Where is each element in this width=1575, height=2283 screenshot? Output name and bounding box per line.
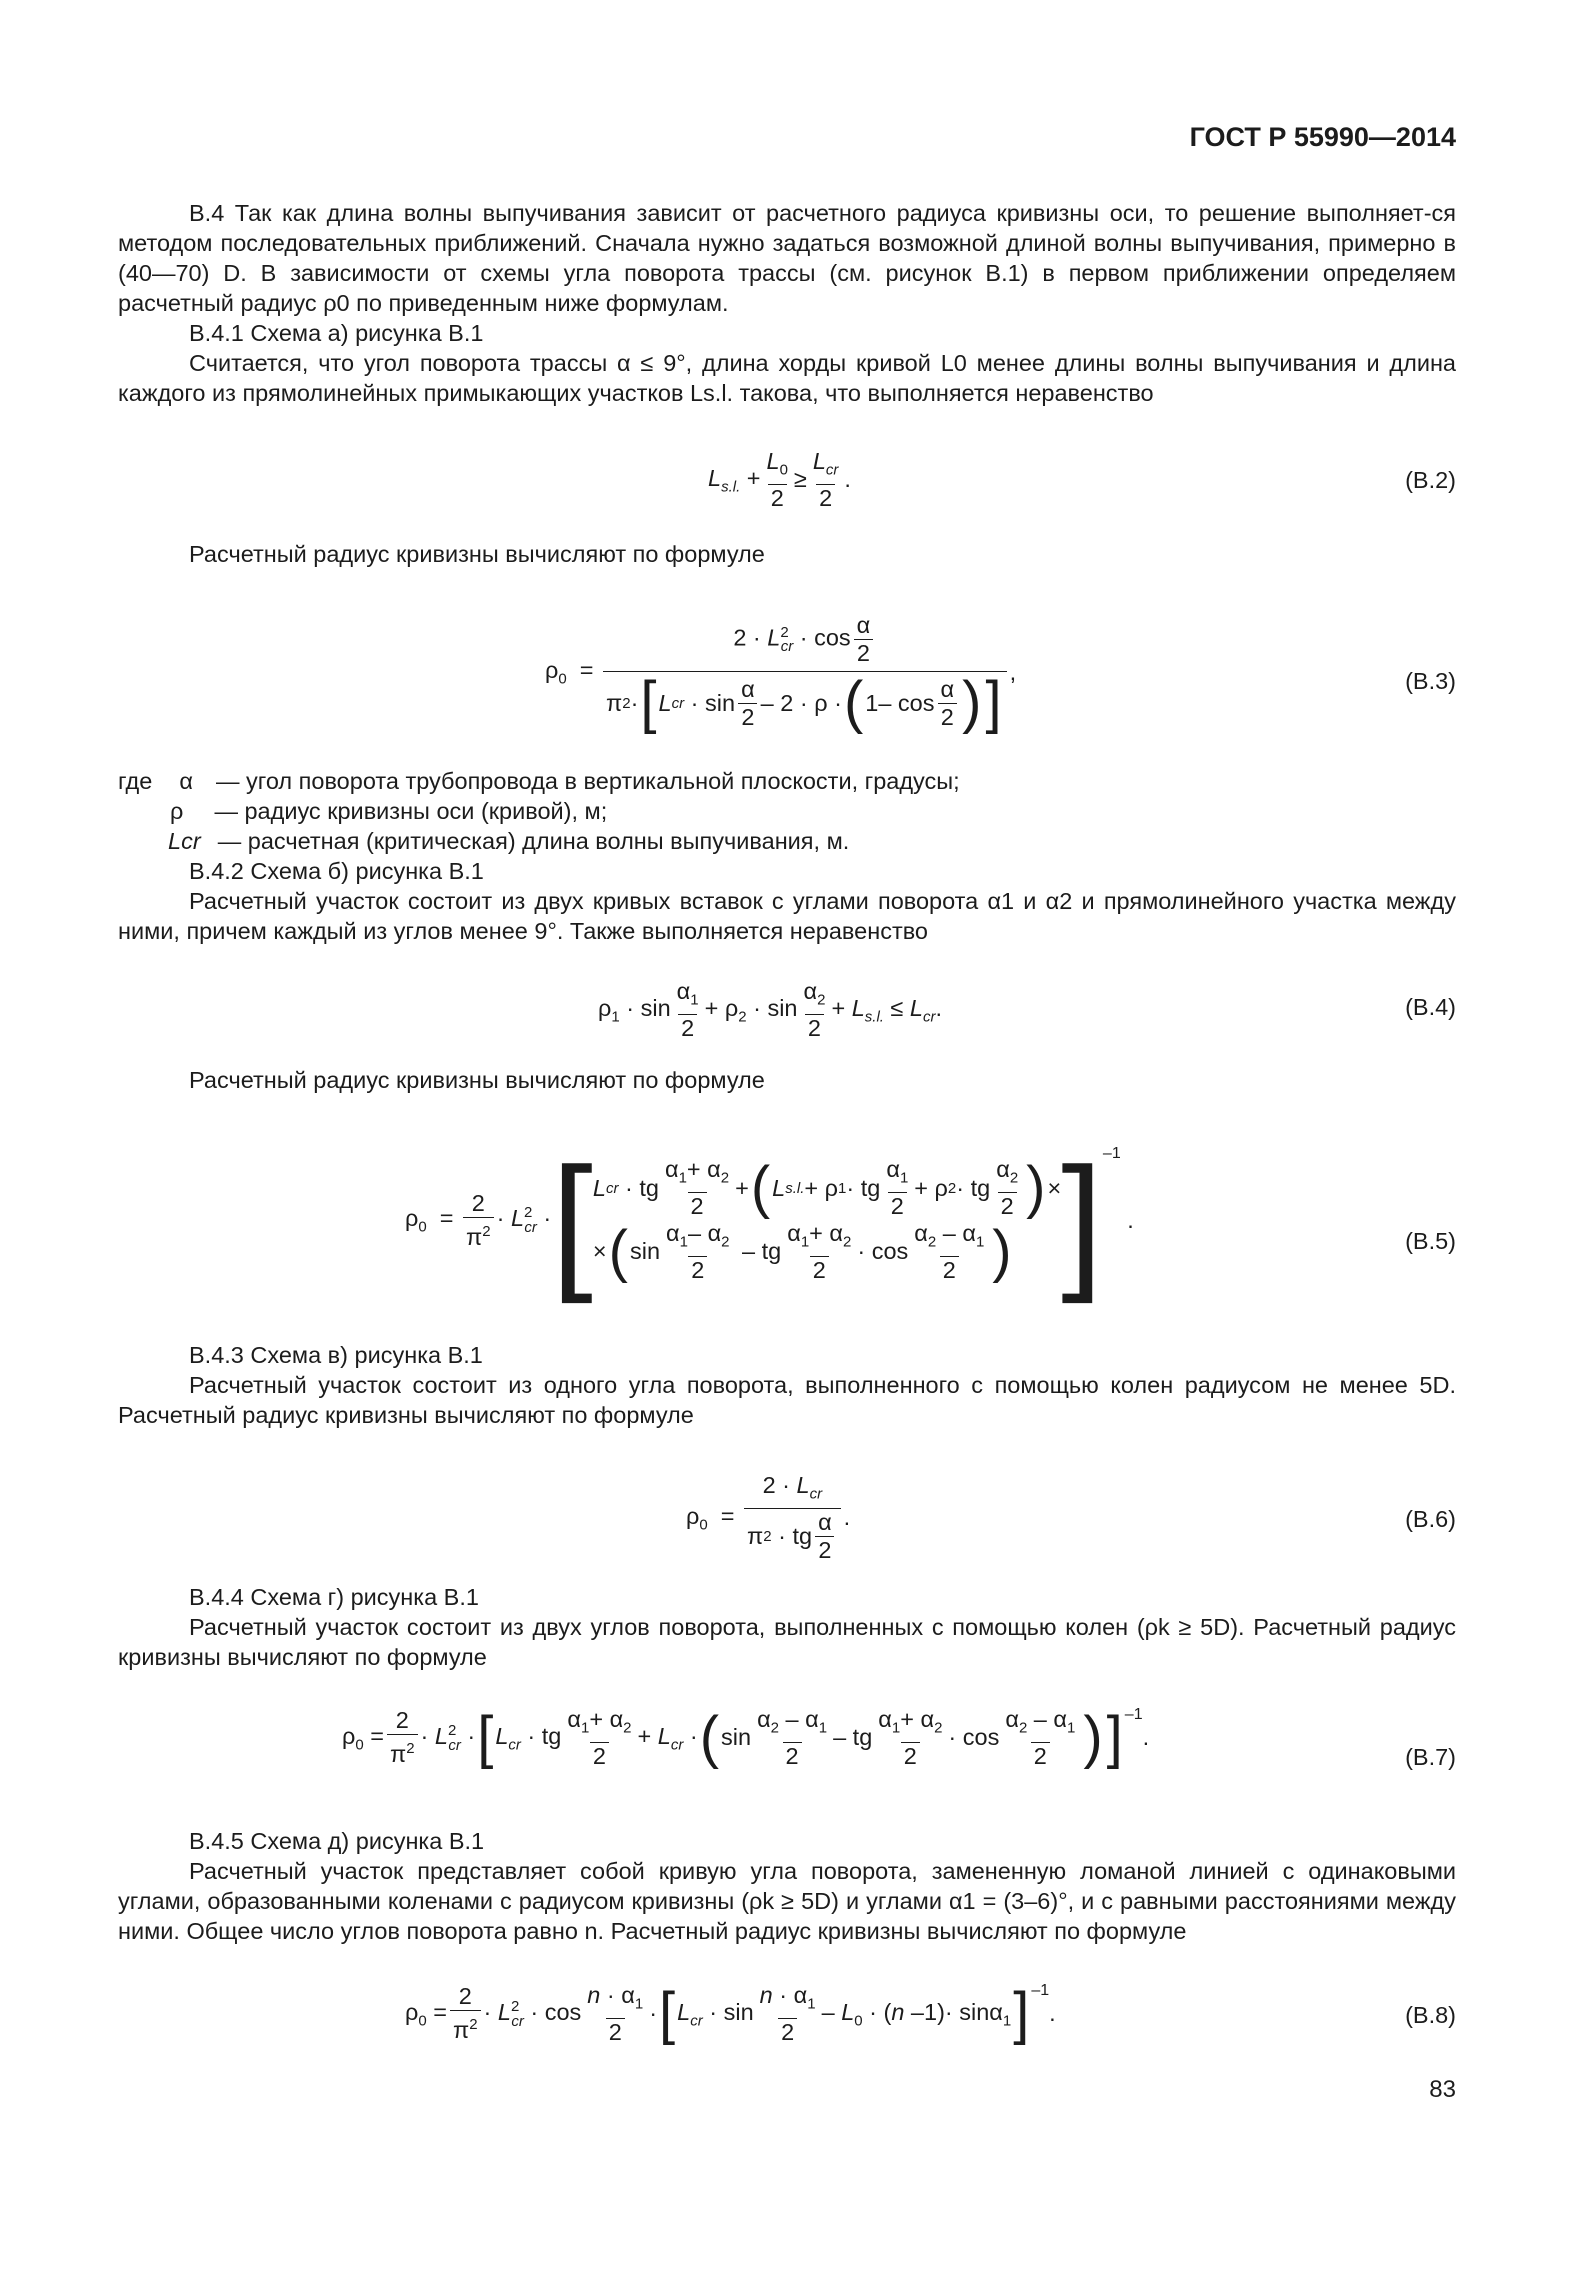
equation-number-b3: (В.3) [1405,668,1456,694]
paragraph-b44: Расчетный участок состоит из двух углов поворота, выполненных с помощью колен (ρk ≥ 5D). Расчетный радиус кривизны вычисляют по формуле [118,1614,1456,1670]
formula-b7: $\rho_0$ = $\frac{2}{\pi^2}$ · $L^2_{cr}$ · [ $L_{cr}$ · tg $\frac{\alpha_1+ \alpha_2}{2}$ + $L_{cr}$ · ( sin $\frac{\alpha_2 - \alpha_1}{2}$ – tg $\frac{\alpha_1+ \alpha_2}{2}$ · cos $\frac{\alpha_2 - \alpha_1}{2}$ ) ] –1 . [342,1704,1150,1770]
formula-b6: $\rho_0$ = $2 \cdot L_{cr}$ π 2 · tg $\frac{\alpha}{2}$ . [686,1472,851,1563]
document-header: ГОСТ Р 55990—2014 [1189,122,1456,152]
heading-b43: В.4.3 Схема в) рисунка В.1 [189,1342,483,1368]
paragraph-b41: Считается, что угол поворота трассы α ≤ 9°, длина хорды кривой L0 менее длины волны выпучивания и длина каждого из прямолинейных примыкающих участков Ls.l. такова, что выполняется неравенство [118,350,1456,406]
heading-b42: В.4.2 Схема б) рисунка В.1 [189,858,484,884]
formula-b5: $\rho_0$ = $\frac{2}{\pi^2}$ · $L^2_{cr}$ · [ L cr · tg $\frac{\alpha_1+ \alpha_2}{2}$ + ( L s.l. + ρ 1 · tg $\frac{\alpha_1}{2}$ + ρ 2 · tg $\frac{\alpha_2}{2}$ ) × × ( sin $\frac{\alpha_1- \alpha_2}{2}$ – tg $\frac{\alpha_1+ \alpha_2}{2}$ · cos $\frac{\alpha_2 - \alpha_1}{2}$ ) ] –1 . [405,1136,1134,1304]
paragraph-b42: Расчетный участок состоит из двух кривых вставок с углами поворота α1 и α2 и прямолинейного участка между ними, причем каждый из углов менее 9°. Также выполняется неравенство [118,888,1456,944]
equation-number-b7: (В.7) [1405,1744,1456,1770]
equation-number-b5: (В.5) [1405,1228,1456,1254]
heading-b41: В.4.1 Схема а) рисунка В.1 [189,320,484,346]
equation-number-b4: (В.4) [1405,994,1456,1020]
where-lcr: Lcr — расчетная (критическая) длина волны выпучивания, м. [168,828,850,854]
paragraph-b4: В.4 Так как длина волны выпучивания зависит от расчетного радиуса кривизны оси, то решение выполняет-ся методом последовательных приближений. Сначала нужно задаться возможной длиной волны выпучивания, примерно в (40—70) D. В зависимости от схемы угла поворота трассы (см. рисунок В.1) в первом приближении определяем расчетный радиус ρ0 по приведенным ниже формулам. [118,200,1456,316]
formula-b2: $L_{s.l.}$ + $\frac{L_0}{2}$ ≥ $\frac{L_{cr}}{2}$ . [708,448,851,511]
page-number: 83 [1429,2076,1456,2103]
equation-number-b2: (В.2) [1405,467,1456,493]
formula-b4: $\rho_1 \cdot \sin$ $\frac{\alpha_1}{2}$ + $\rho_2 \cdot \sin$ $\frac{\alpha_2}{2}$ + $L_{s.l.} \le L_{cr}$. [598,978,943,1041]
formula-b3: $\rho_0$ = $2 \cdot L^2_{cr} \cdot \cos$ $\frac{\alpha}{2}$ π 2 · [ L cr · sin $\frac{\alpha}{2}$ – 2 · ρ · ( 1– cos $\frac{\alpha}{2}$ ) ] , [545,612,1017,735]
heading-b45: В.4.5 Схема д) рисунка В.1 [189,1828,485,1854]
formula-b8: $\rho_0$ = $\frac{2}{\pi^2}$ · $L^2_{cr} \cdot \cos$ $\frac{n \cdot \alpha_1}{2}$ · [ $L_{cr} \cdot \sin$ $\frac{n \cdot \alpha_1}{2}$ – $L_0 \cdot (n$ –1)· sinα$_1$ ] –1 . [405,1980,1056,2046]
heading-b44: В.4.4 Схема г) рисунка В.1 [189,1584,479,1610]
paragraph-radius-1: Расчетный радиус кривизны вычисляют по формуле [189,541,765,567]
equation-number-b8: (В.8) [1405,2002,1456,2028]
equation-number-b6: (В.6) [1405,1506,1456,1532]
paragraph-b43: Расчетный участок состоит из одного угла поворота, выполненного с помощью колен радиусом не менее 5D. Расчетный радиус кривизны вычисляют по формуле [118,1372,1456,1428]
where-rho: ρ — радиус кривизны оси (кривой), м; [170,798,608,824]
where-alpha: где α — угол поворота трубопровода в вертикальной плоскости, градусы; [118,768,960,794]
paragraph-b45: Расчетный участок представляет собой кривую угла поворота, замененную ломаной линией с одинаковыми углами, образованными коленами с радиусом кривизны (ρk ≥ 5D) и углами α1 = (3–6)°, и с равными расстояниями между ними. Общее число углов поворота равно n. Расчетный радиус кривизны вычисляют по формуле [118,1858,1456,1944]
paragraph-radius-2: Расчетный радиус кривизны вычисляют по формуле [189,1067,765,1093]
